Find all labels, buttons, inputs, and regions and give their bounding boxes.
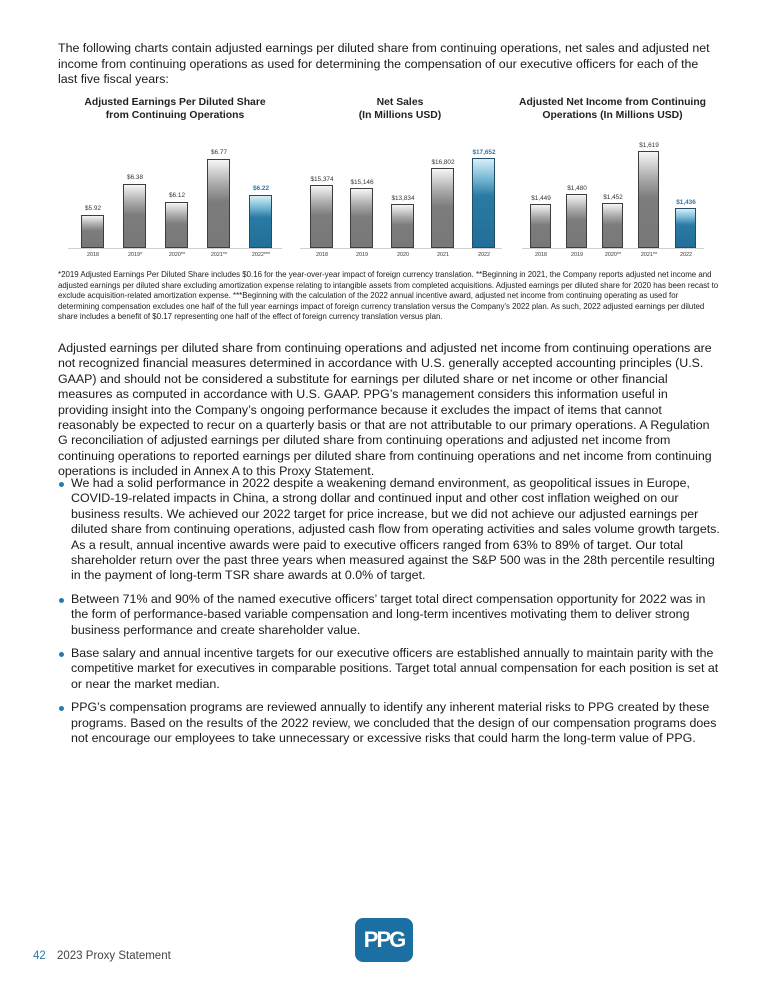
eps-bar-2019 (123, 184, 146, 248)
net-income-value-label: $1,449 (531, 195, 551, 202)
net-income-value-label: $1,619 (639, 142, 659, 149)
net-sales-x-label: 2018 (316, 252, 328, 258)
list-item-text: Base salary and annual incentive targets for our executive officers are established annually to maintain parity with the competitive market for executives in comparable positions. Target total annual compensation for each position is set at or near the market median. (71, 646, 719, 691)
net-income-x-label: 2021** (640, 252, 658, 258)
net-income-plot-area (505, 97, 720, 267)
eps-chart (60, 97, 290, 267)
net-income-bar-2018 (530, 204, 551, 248)
bullet-icon (59, 652, 64, 657)
eps-value-label: $6.12 (169, 192, 185, 199)
net-sales-title-line1: Net Sales (376, 97, 424, 108)
list-item (58, 646, 722, 692)
net-sales-bar-2020 (391, 204, 414, 248)
net-sales-bar-2021 (431, 168, 454, 248)
eps-x-label: 2018 (87, 252, 99, 258)
chart-footnote: *2019 Adjusted Earnings Per Diluted Share includes $0.16 for the year-over-year impact of foreign currency translation. **Beginning in 2021, the Company reports adjusted net income and adjusted earnings per diluted share excluding amortization expense relating to intangible assets from completed acquisitions. Adjusted earnings per diluted share for 2020 has been recast to exclude acquisition-related amortization expense. ***Beginning with the calculation of the 2022 annual incentive award, adjusted net income from continuing operating as used for determining compensation excludes one half of the full year earnings impact of foreign currency translation versus the Company's 2022 plan. As such, 2022 adjusted earnings per diluted share includes a benefit of $0.17 representing one half of the effect of foreign currency translation versus plan. (58, 270, 719, 322)
eps-bar-2021 (207, 159, 230, 248)
net-sales-x-label: 2021 (437, 252, 449, 258)
eps-chart-title-line1: Adjusted Earnings Per Diluted Share (84, 97, 266, 108)
net-sales-bar-2018 (310, 185, 333, 248)
net-income-x-label: 2018 (535, 252, 547, 258)
net-income-baseline (522, 248, 704, 249)
net-income-bar-2020 (602, 203, 623, 248)
ppg-logo-icon (355, 918, 413, 962)
net-sales-value-label: $16,802 (431, 159, 455, 166)
net-income-title-line2: Operations (In Millions USD) (542, 109, 683, 121)
net-sales-x-label: 2019 (356, 252, 368, 258)
net-sales-x-label: 2020 (397, 252, 409, 258)
bullet-icon (59, 482, 64, 487)
eps-x-label: 2022*** (251, 252, 271, 258)
list-item (58, 700, 722, 746)
eps-x-label: 2019* (127, 252, 143, 258)
eps-value-label: $6.38 (127, 174, 143, 181)
gaap-disclosure-paragraph: Adjusted earnings per diluted share from continuing operations and adjusted net income from continuing operations are not recognized financial measures determined in accordance with U.S. generally accepted accounting principles (U.S. GAAP) and should not be considered a substitute for earnings per diluted share or net income or other financial measures as computed in accordance with U.S. GAAP. PPG’s management considers this information useful in providing insight into the Company’s ongoing performance because it excludes the impact of items that cannot reasonably be expected to recur on a quarterly basis or that are not attributable to our primary operations. A Regulation G reconciliation of adjusted earnings per diluted share from continuing operations and adjusted net income from continuing operations to reported earnings per diluted share from continuing operations and net income from continuing operations is included in Annex A to this Proxy Statement. (58, 341, 712, 479)
eps-value-label: $6.22 (253, 185, 269, 192)
list-item-text: We had a solid performance in 2022 despite a weakening demand environment, as geopolitical issues in Europe, COVID-19-related impacts in China, a strong dollar and continued input and other cost inflation weighed on our business results. We achieved our 2022 target for price increase, but we did not achieve our adjusted earnings per diluted share from continuing operations, adjusted cash flow from operating activities and sales volume growth targets. As a result, annual incentive awards were paid to executive officers ranged from 63% to 89% of target. Our total shareholder return over the past three years when measured against the S&P 500 was in the 28th percentile resulting in the payment of long-term TSR share awards at 0.0% of target. (71, 476, 720, 583)
eps-baseline (68, 248, 282, 249)
document-title: 2023 Proxy Statement (57, 950, 171, 962)
net-sales-value-label: $17,652 (472, 149, 496, 156)
net-sales-bar-2022 (472, 158, 495, 248)
eps-bar-2022 (249, 195, 272, 248)
eps-chart-title-line2: from Continuing Operations (105, 109, 245, 121)
net-income-value-label: $1,452 (603, 194, 623, 201)
net-sales-plot-area (290, 97, 510, 267)
net-income-bar-2021 (638, 151, 659, 248)
net-sales-x-label: 2022 (478, 252, 490, 258)
eps-bar-2020 (165, 202, 188, 248)
net-sales-bar-2019 (350, 188, 373, 248)
eps-value-label: $5.92 (85, 205, 101, 212)
eps-plot-area (60, 97, 290, 267)
net-income-x-label: 2022 (680, 252, 692, 258)
eps-x-label: 2021** (210, 252, 228, 258)
net-sales-title-line2: (In Millions USD) (358, 109, 442, 121)
page-number: 42 (33, 950, 46, 962)
list-item-text: PPG’s compensation programs are reviewed annually to identify any inherent material risks to PPG created by these programs. Based on the results of the 2022 review, we concluded that the design of our compensation programs does not encourage our employees to take unnecessary or excessive risks that could harm the long-term value of PPG. (71, 700, 717, 746)
net-sales-value-label: $15,146 (350, 179, 374, 186)
bullet-icon (59, 706, 64, 711)
list-item (58, 592, 722, 638)
intro-paragraph: The following charts contain adjusted earnings per diluted share from continuing operations, net sales and adjusted net income from continuing operations as used for determining the compensation of our executive officers for each of the last five fiscal years: (58, 41, 710, 87)
bullet-icon (59, 598, 64, 603)
net-income-x-label: 2020** (604, 252, 622, 258)
net-sales-chart (290, 97, 510, 267)
net-income-x-label: 2019 (571, 252, 583, 258)
list-item-text: Between 71% and 90% of the named executive officers’ target total direct compensation opportunity for 2022 was in the form of performance-based variable compensation and long-term incentives motivating them to deliver strong business performance and create shareholder value. (71, 591, 706, 637)
net-income-bar-2022 (675, 208, 696, 248)
net-income-title-line1: Adjusted Net Income from Continuing (518, 97, 707, 108)
net-sales-value-label: $13,834 (391, 195, 415, 202)
highlights-list (58, 476, 722, 755)
net-income-value-label: $1,436 (676, 199, 696, 206)
net-income-bar-2019 (566, 194, 587, 248)
net-income-chart (505, 97, 720, 267)
net-income-value-label: $1,480 (567, 185, 587, 192)
logo-text: PPG (363, 927, 405, 952)
eps-value-label: $6.77 (211, 149, 227, 156)
list-item (58, 476, 722, 584)
eps-x-label: 2020** (168, 252, 186, 258)
net-sales-baseline (300, 248, 502, 249)
eps-bar-2018 (81, 215, 104, 248)
net-sales-value-label: $15,374 (310, 176, 334, 183)
